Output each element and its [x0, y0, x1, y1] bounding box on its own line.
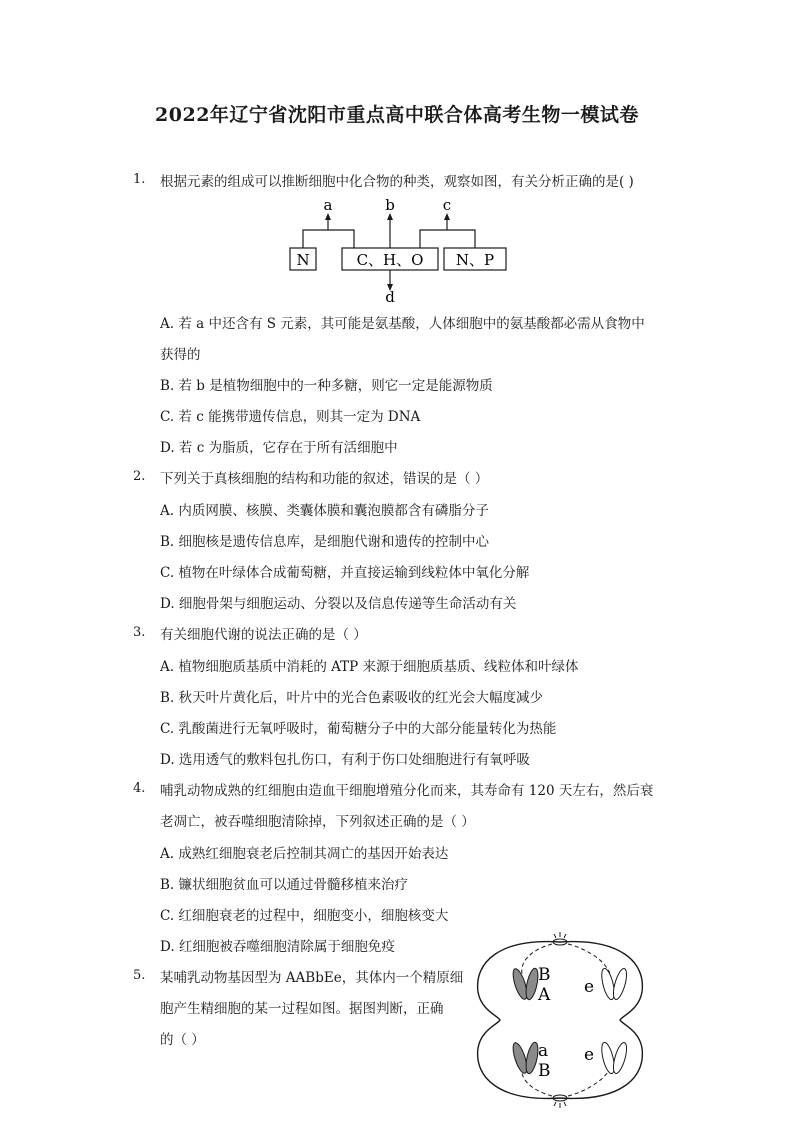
option-c: C. 若 c 能携带遗传信息，则其一定为 DNA — [160, 409, 421, 425]
option-a: A. 内质网膜、核膜、类囊体膜和囊泡膜都含有磷脂分子 — [160, 503, 489, 519]
page-title: 2022年辽宁省沈阳市重点高中联合体高考生物一模试卷 — [155, 104, 639, 126]
option-d: D. 若 c 为脂质，它存在于所有活细胞中 — [160, 440, 398, 456]
question-text: 下列关于真核细胞的结构和功能的叙述，错误的是（ ） — [160, 471, 489, 487]
box-label-np: N、P — [455, 251, 495, 269]
question-text-line-2: 胞产生精细胞的某一过程如图。据图判断，正确 — [160, 1001, 444, 1017]
option-b: B. 秋天叶片黄化后，叶片中的光合色素吸收的红光会大幅度减少 — [160, 690, 544, 706]
option-b: B. 细胞核是遗传信息库，是细胞代谢和遗传的控制中心 — [160, 534, 490, 550]
box-label-cho: C、H、O — [356, 251, 424, 269]
element-composition-diagram — [280, 196, 520, 304]
question-number: 5. — [133, 968, 146, 983]
box-label-n: N — [296, 251, 310, 269]
question-number: 3. — [133, 625, 146, 640]
label-d: d — [385, 288, 395, 304]
allele-label-top-lower: A — [538, 985, 551, 1005]
question-text-line-3: 的（ ） — [160, 1032, 205, 1048]
question-text: 有关细胞代谢的说法正确的是（ ） — [160, 627, 367, 643]
allele-label-top-right: e — [584, 977, 595, 997]
option-b: B. 镰状细胞贫血可以通过骨髓移植来治疗 — [160, 877, 409, 893]
allele-label-bottom-upper: a — [538, 1041, 549, 1061]
allele-label-top-upper: B — [538, 965, 551, 985]
label-b: b — [385, 196, 395, 214]
option-a: A. 若 a 中还含有 S 元素，其可能是氨基酸，人体细胞中的氨基酸都必需从食物中 — [160, 316, 645, 332]
allele-label-bottom-lower: B — [538, 1061, 551, 1081]
option-a-continued: 获得的 — [160, 347, 201, 363]
question-number: 2. — [133, 469, 146, 484]
question-text-line-1: 某哺乳动物基因型为 AABbEe，其体内一个精原细 — [160, 970, 464, 986]
question-number: 4. — [133, 781, 146, 796]
option-c: C. 乳酸菌进行无氧呼吸时，葡萄糖分子中的大部分能量转化为热能 — [160, 721, 557, 737]
cell-division-figure — [470, 922, 650, 1118]
option-d: D. 红细胞被吞噬细胞清除属于细胞免疫 — [160, 939, 395, 955]
option-a: A. 成熟红细胞衰老后控制其凋亡的基因开始表达 — [160, 846, 449, 862]
label-c: c — [442, 196, 452, 214]
option-d: D. 选用透气的敷料包扎伤口，有利于伤口处细胞进行有氧呼吸 — [160, 752, 530, 768]
option-a: A. 植物细胞质基质中消耗的 ATP 来源于细胞质基质、线粒体和叶绿体 — [160, 659, 579, 675]
option-d: D. 细胞骨架与细胞运动、分裂以及信息传递等生命活动有关 — [160, 596, 517, 612]
question-text-line-2: 老凋亡，被吞噬细胞清除掉，下列叙述正确的是（ ） — [160, 814, 475, 830]
option-c: C. 红细胞衰老的过程中，细胞变小，细胞核变大 — [160, 908, 449, 924]
option-b: B. 若 b 是植物细胞中的一种多糖，则它一定是能源物质 — [160, 378, 493, 394]
option-c: C. 植物在叶绿体合成葡萄糖，并直接运输到线粒体中氧化分解 — [160, 565, 530, 581]
label-a: a — [323, 196, 333, 214]
question-number: 1. — [133, 172, 146, 187]
question-text-line-1: 哺乳动物成熟的红细胞由造血干细胞增殖分化而来，其寿命有 120 天左右，然后衰 — [160, 783, 654, 799]
allele-label-bottom-right: e — [584, 1045, 595, 1065]
question-text: 根据元素的组成可以推断细胞中化合物的种类，观察如图，有关分析正确的是( ) — [160, 174, 634, 190]
